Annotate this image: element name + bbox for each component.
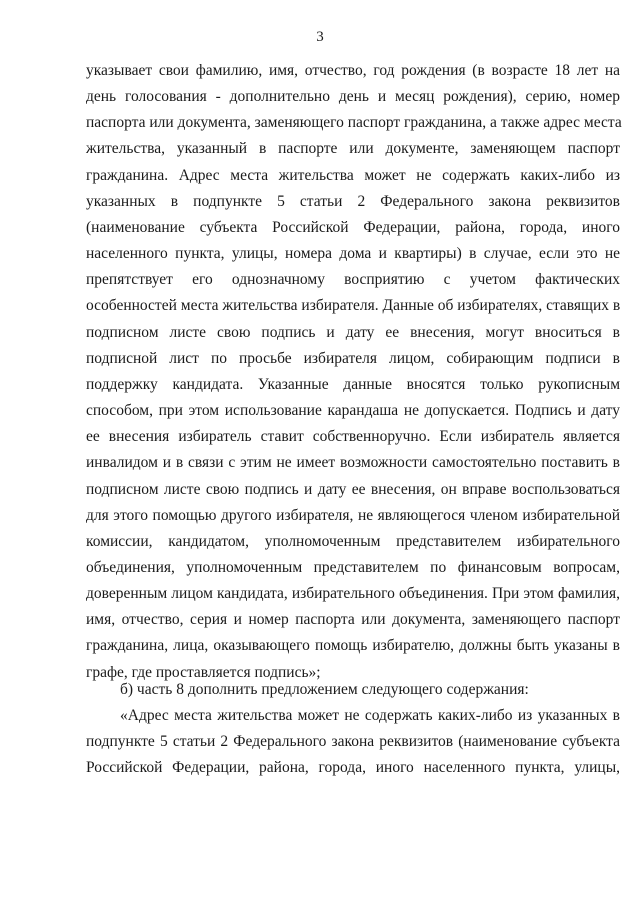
text-line: «Адрес места жительства может не содержать каких-либо из указанных в [120, 707, 620, 724]
text-line: ее внесения избиратель ставит собственноручно. Если избиратель является [86, 428, 620, 446]
text-line: гражданина, лица, оказывающего помощь избирателю, должны быть указаны в [86, 637, 620, 655]
text-line: указанных в подпункте 5 статьи 2 Федерального закона реквизитов [86, 192, 620, 210]
text-line: подписном листе свою подпись и дату ее внесения, могут вноситься в [86, 323, 620, 341]
amendment-paragraph-b [86, 677, 620, 703]
text-line: подписной лист по просьбе избирателя лицом, собирающим подписи в [86, 349, 620, 367]
text-line: доверенным лицом кандидата, избирательного объединения. При этом фамилия, [86, 585, 620, 603]
text-line: (наименование субъекта Российской Федерации, района, города, иного [86, 218, 620, 236]
text-line: указывает свои фамилию, имя, отчество, год рождения (в возрасте 18 лет на [86, 62, 620, 79]
text-line: препятствует его однозначному восприятию с учетом фактических [86, 271, 620, 289]
text-line: графе, где проставляется подпись»; [86, 663, 321, 681]
text-line: имя, отчество, серия и номер паспорта или документа, заменяющего паспорт [86, 611, 620, 629]
quoted-amendment-paragraph [86, 703, 620, 781]
text-line: подписном листе свою подпись и дату ее внесения, он вправе воспользоваться [86, 480, 620, 498]
text-line: подпункте 5 статьи 2 Федерального закона реквизитов (наименование субъекта [86, 733, 620, 751]
text-line: населенного пункта, улицы, номера дома и квартиры) в случае, если это не [86, 245, 620, 263]
text-line: жительства, указанный в паспорте или документе, заменяющем паспорт [86, 140, 620, 158]
main-paragraph [86, 58, 620, 686]
text-line: инвалидом и в связи с этим не имеет возможности самостоятельно поставить в [86, 454, 620, 472]
text-line: б) часть 8 дополнить предложением следующего содержания: [120, 681, 529, 698]
text-line: способом, при этом использование карандаша не допускается. Подпись и дату [86, 402, 620, 420]
text-line: день голосования - дополнительно день и месяц рождения), серию, номер [86, 88, 620, 106]
text-line: особенностей места жительства избирателя. Данные об избирателях, ставящих в [86, 297, 621, 315]
text-line: поддержку кандидата. Указанные данные вносятся только рукописным [86, 375, 620, 393]
text-line: Российской Федерации, района, города, иного населенного пункта, улицы, [86, 759, 620, 777]
text-line: комиссии, кандидатом, уполномоченным представителем избирательного [86, 532, 620, 550]
page-number: 3 [316, 29, 324, 45]
text-line: гражданина. Адрес места жительства может не содержать каких-либо из [86, 166, 620, 184]
text-line: для этого помощью другого избирателя, не являющегося членом избирательной [86, 506, 620, 524]
text-line: объединения, уполномоченным представителем по финансовым вопросам, [86, 558, 620, 576]
text-line: паспорта или документа, заменяющего паспорт гражданина, а также адрес места [86, 114, 622, 132]
